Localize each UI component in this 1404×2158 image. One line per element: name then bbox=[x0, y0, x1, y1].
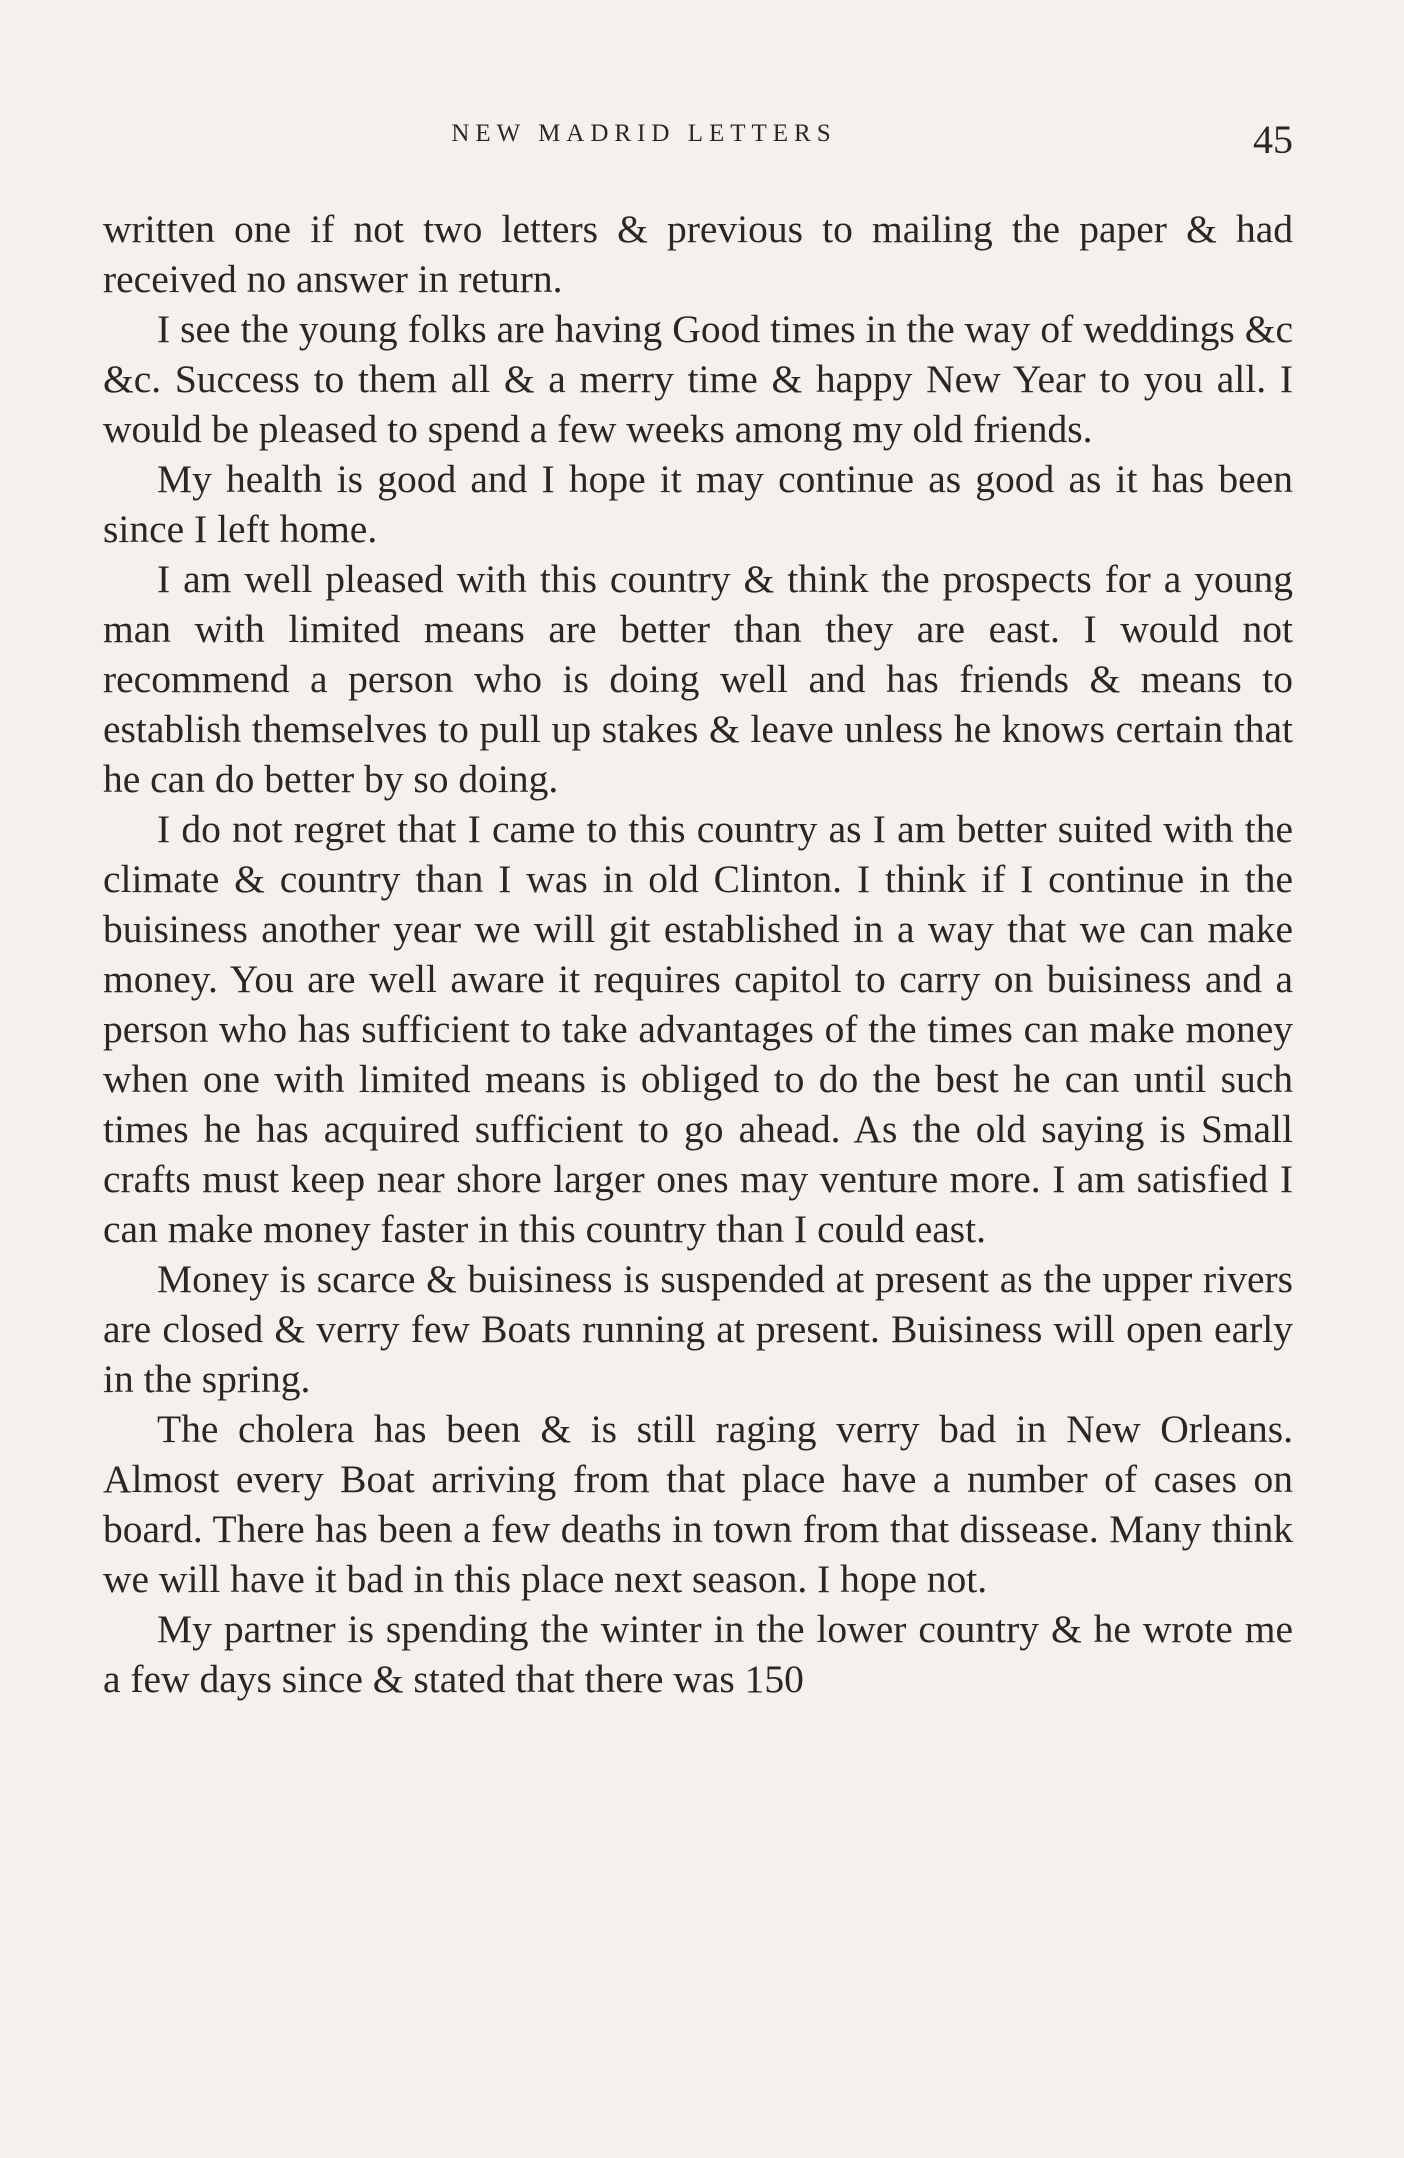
paragraph: I am well pleased with this country & think the prospects for a young man with limited means are better than they are east. I would not recommend a person who is doing well and has friends & means to establish themselves to pull up stakes & leave unless he knows certain that he can do better by so doing. bbox=[103, 557, 1293, 801]
running-head bbox=[103, 116, 1293, 176]
page-number: 45 bbox=[1253, 117, 1293, 162]
paragraph: My health is good and I hope it may continue as good as it has been since I left home. bbox=[103, 457, 1293, 551]
paragraph-continuation: written one if not two letters & previous to mailing the paper & had received no answer in return. bbox=[103, 207, 1293, 301]
paragraph: I do not regret that I came to this country as I am better suited with the climate & country than I was in old Clinton. I think if I continue in the buisiness another year we will git established in a way that we can make money. You are well aware it requires capitol to carry on buisiness and a person who has sufficient to take advantages of the times can make money when one with limited means is obliged to do the best he can until such times he has acquired sufficient to go ahead. As the old saying is Small crafts must keep near shore larger ones may venture more. I am satisfied I can make money faster in this country than I could east. bbox=[103, 807, 1293, 1251]
paragraph: I see the young folks are having Good times in the way of weddings &c &c. Success to them all & a merry time & happy New Year to you all. I would be pleased to spend a few weeks among my old friends. bbox=[103, 307, 1293, 451]
paragraph: My partner is spending the winter in the lower country & he wrote me a few days since & stated that there was 150 bbox=[103, 1607, 1293, 1701]
running-title: NEW MADRID LETTERS bbox=[451, 120, 837, 147]
paragraph: Money is scarce & buisiness is suspended at present as the upper rivers are closed & verry few Boats running at present. Buisiness will open early in the spring. bbox=[103, 1257, 1293, 1401]
letter-text bbox=[103, 204, 1293, 1704]
paragraph: The cholera has been & is still raging verry bad in New Orleans. Almost every Boat arriving from that place have a number of cases on board. There has been a few deaths in town from that dissease. Many think we will have it bad in this place next season. I hope not. bbox=[103, 1407, 1293, 1601]
